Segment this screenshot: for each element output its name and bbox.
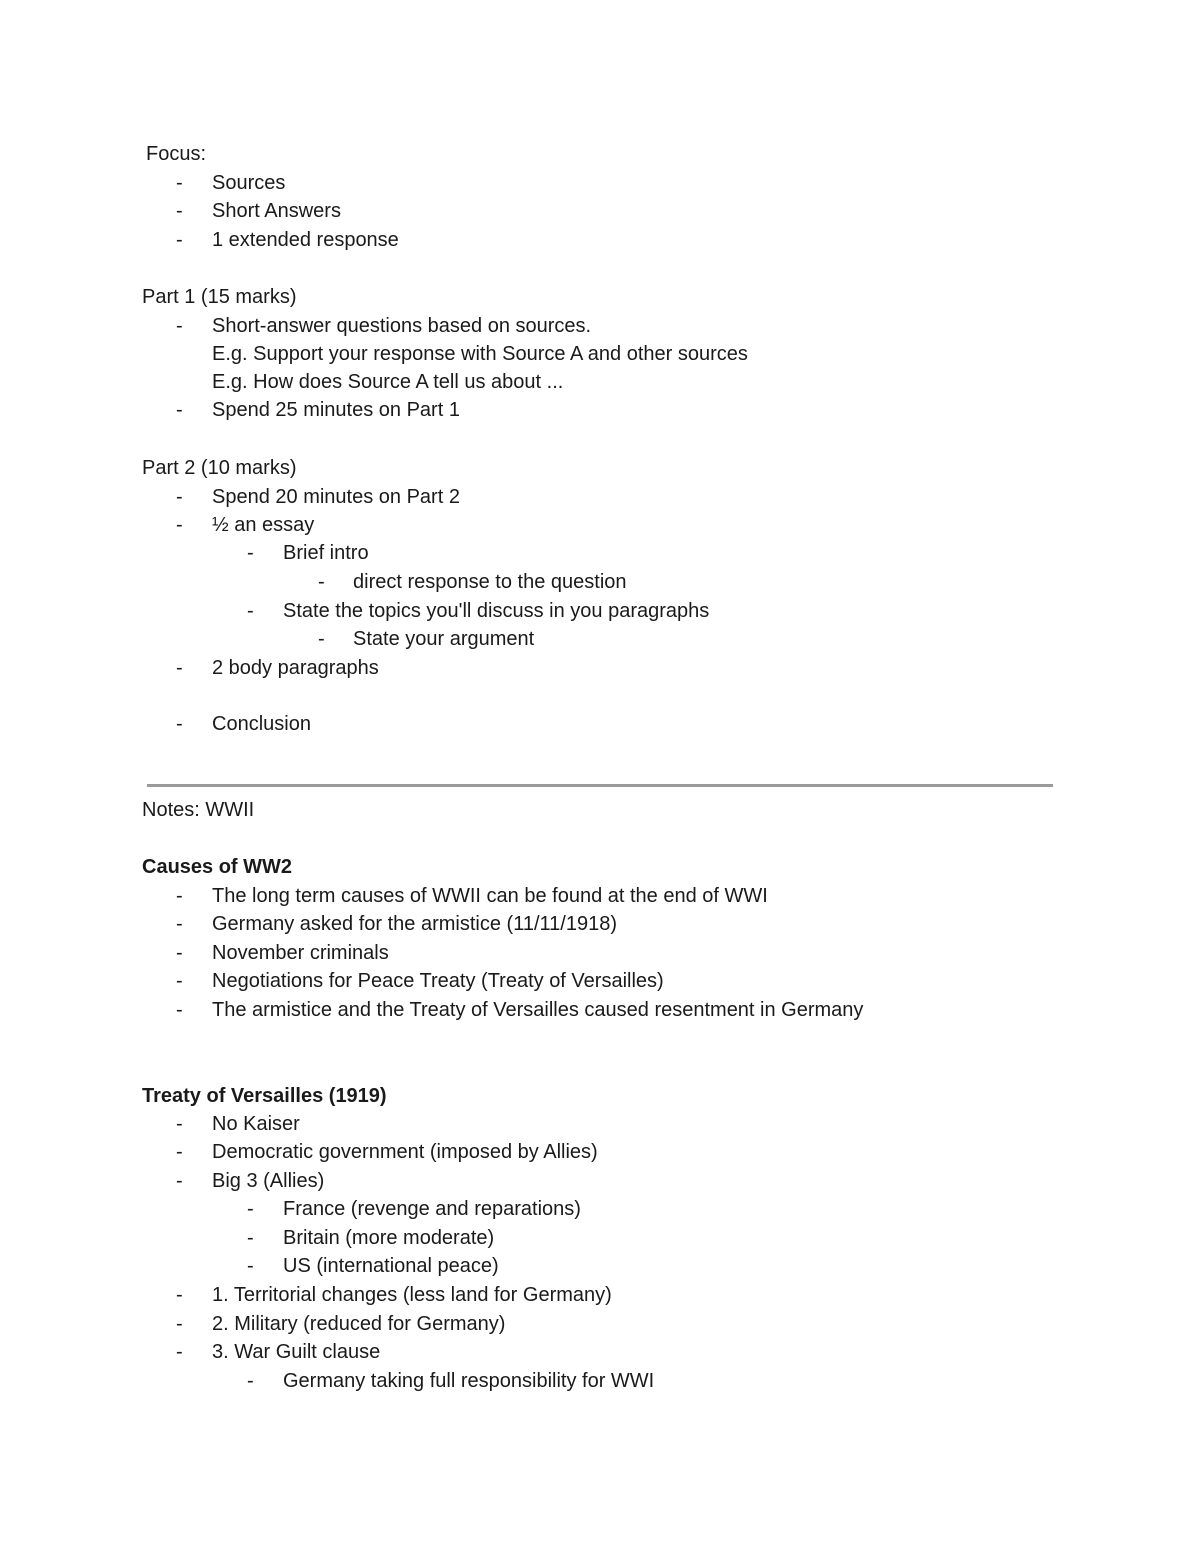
part2-item-conclusion: Conclusion <box>212 713 311 735</box>
treaty-item-no-kaiser: No Kaiser <box>212 1113 300 1135</box>
bullet-dash: - <box>176 999 183 1021</box>
bullet-dash: - <box>247 600 254 622</box>
part1-example-how: E.g. How does Source A tell us about ... <box>212 371 564 393</box>
treaty-sub-us: US (international peace) <box>283 1255 499 1277</box>
bullet-dash: - <box>176 315 183 337</box>
causes-item-negotiations: Negotiations for Peace Treaty (Treaty of Versailles) <box>212 970 664 992</box>
treaty-item-military: 2. Military (reduced for Germany) <box>212 1313 506 1335</box>
focus-item-short-answers: Short Answers <box>212 200 341 222</box>
treaty-sub-britain: Britain (more moderate) <box>283 1227 495 1249</box>
part2-sub-state-topics: State the topics you'll discuss in you paragraphs <box>283 600 710 622</box>
bullet-dash: - <box>176 229 183 251</box>
part1-item-spend-time: Spend 25 minutes on Part 1 <box>212 399 460 421</box>
bullet-dash: - <box>247 1370 254 1392</box>
causes-heading: Causes of WW2 <box>142 856 293 878</box>
bullet-dash: - <box>176 657 183 679</box>
bullet-dash: - <box>176 970 183 992</box>
bullet-dash: - <box>176 514 183 536</box>
part2-subsub-direct-response: direct response to the question <box>353 571 627 593</box>
bullet-dash: - <box>176 486 183 508</box>
bullet-dash: - <box>176 942 183 964</box>
bullet-dash: - <box>176 1141 183 1163</box>
bullet-dash: - <box>176 399 183 421</box>
bullet-dash: - <box>176 1113 183 1135</box>
causes-item-long-term: The long term causes of WWII can be found at the end of WWI <box>212 885 768 907</box>
part2-item-body-paragraphs: 2 body paragraphs <box>212 657 379 679</box>
causes-item-november-criminals: November criminals <box>212 942 389 964</box>
bullet-dash: - <box>318 628 325 650</box>
bullet-dash: - <box>176 713 183 735</box>
bullet-dash: - <box>176 172 183 194</box>
causes-item-resentment: The armistice and the Treaty of Versailles caused resentment in Germany <box>212 999 864 1021</box>
bullet-dash: - <box>176 1170 183 1192</box>
bullet-dash: - <box>247 542 254 564</box>
part2-subsub-state-argument: State your argument <box>353 628 535 650</box>
part2-heading: Part 2 (10 marks) <box>142 457 297 479</box>
part2-item-half-essay: ½ an essay <box>212 514 315 536</box>
treaty-item-territorial: 1. Territorial changes (less land for Germany) <box>212 1284 612 1306</box>
part2-sub-brief-intro: Brief intro <box>283 542 369 564</box>
treaty-sub-france: France (revenge and reparations) <box>283 1198 581 1220</box>
treaty-item-democratic-government: Democratic government (imposed by Allies) <box>212 1141 598 1163</box>
focus-item-extended-response: 1 extended response <box>212 229 399 251</box>
bullet-dash: - <box>176 885 183 907</box>
causes-item-armistice: Germany asked for the armistice (11/11/1918) <box>212 913 617 935</box>
bullet-dash: - <box>247 1227 254 1249</box>
treaty-heading: Treaty of Versailles (1919) <box>142 1085 387 1107</box>
part2-item-spend-time: Spend 20 minutes on Part 2 <box>212 486 460 508</box>
bullet-dash: - <box>176 1284 183 1306</box>
treaty-item-war-guilt: 3. War Guilt clause <box>212 1341 381 1363</box>
bullet-dash: - <box>176 1313 183 1335</box>
bullet-dash: - <box>176 1341 183 1363</box>
part1-item-short-answer: Short-answer questions based on sources. <box>212 315 592 337</box>
focus-heading: Focus: <box>146 143 207 165</box>
bullet-dash: - <box>247 1198 254 1220</box>
part1-heading: Part 1 (15 marks) <box>142 286 297 308</box>
part1-example-support: E.g. Support your response with Source A and other sources <box>212 343 748 365</box>
horizontal-divider <box>147 784 1053 787</box>
notes-heading: Notes: WWII <box>142 799 255 821</box>
treaty-sub-germany-responsibility: Germany taking full responsibility for WWI <box>283 1370 655 1392</box>
focus-item-sources: Sources <box>212 172 286 194</box>
bullet-dash: - <box>247 1255 254 1277</box>
bullet-dash: - <box>318 571 325 593</box>
treaty-item-big-3: Big 3 (Allies) <box>212 1170 325 1192</box>
bullet-dash: - <box>176 913 183 935</box>
bullet-dash: - <box>176 200 183 222</box>
